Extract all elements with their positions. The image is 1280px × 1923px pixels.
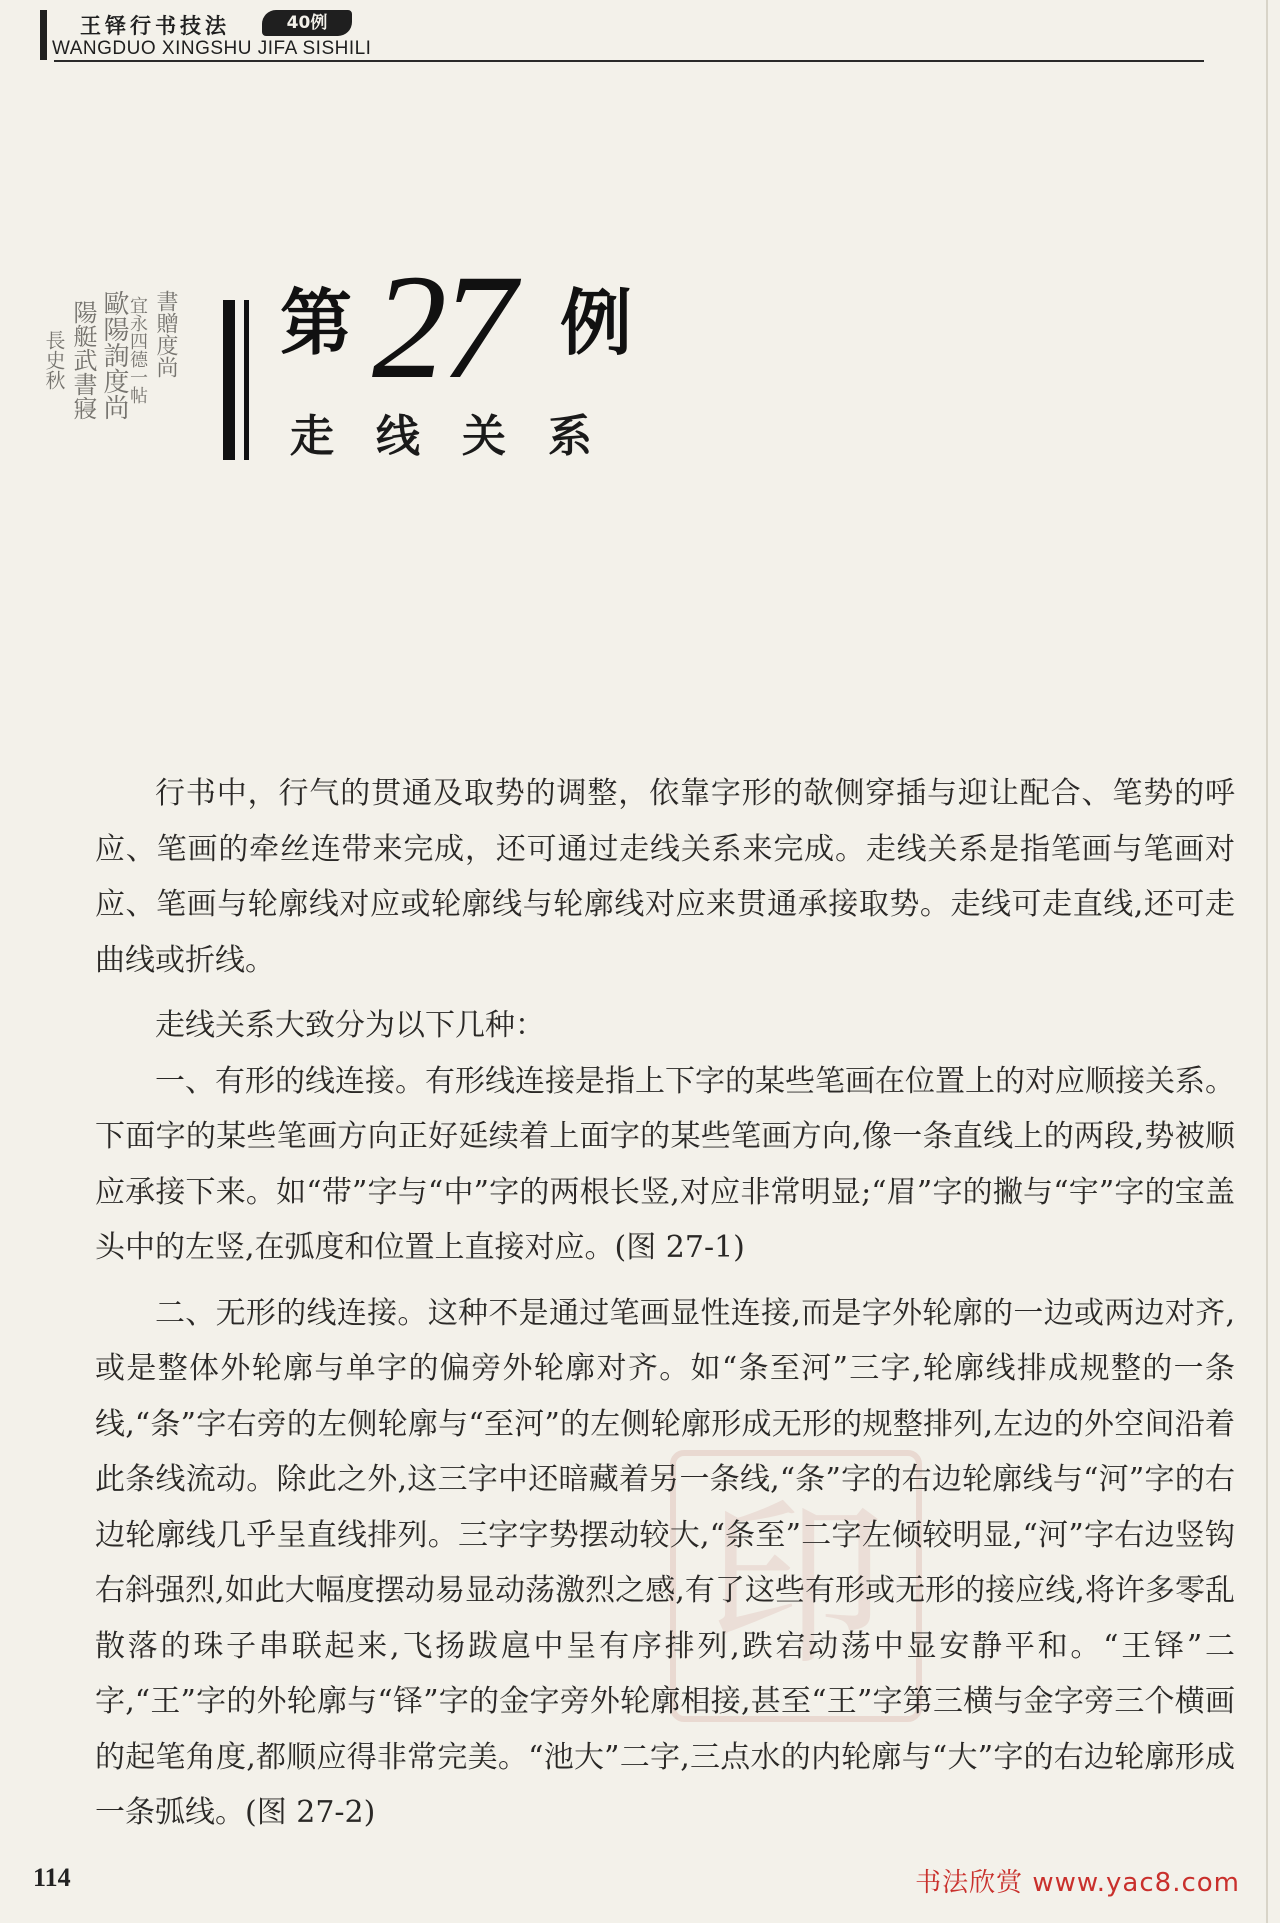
page-number: 114: [33, 1863, 71, 1892]
calligraphy-column: 歐陽詢度尚: [99, 290, 129, 420]
calligraphy-inscription: [40, 290, 190, 450]
calligraphy-column: 長史秋: [42, 330, 66, 390]
chapter-prefix: 第: [280, 281, 353, 365]
paragraph: 行书中，行气的贯通及取势的调整，依靠字形的欹侧穿插与迎让配合、笔势的呼应、笔画的牵丝连带来完成，还可通过走线关系来完成。走线关系是指笔画与笔画对应、笔画与轮廓线对应或轮廓线与轮廓线对应来贯通承接取势。走线可走直线,还可走曲线或折线。: [95, 776, 1235, 978]
chapter-bar-thin: [244, 300, 249, 460]
header-rule: [54, 60, 1204, 62]
paragraph: 一、有形的线连接。有形线连接是指上下字的某些笔画在位置上的对应顺接关系。下面字的某些笔画方向正好延续着上面字的某些笔画方向,像一条直线上的两段,势被顺应承接下来。如“带”字与“中”字的两根长竖,对应非常明显;“眉”字的撇与“宇”字的宝盖头中的左竖,在弧度和位置上直接对应。(图 27-1): [95, 1063, 1235, 1265]
chapter-title: 走线关系: [290, 411, 634, 462]
calligraphy-column: 陽艇武書寢: [69, 300, 97, 420]
paragraph: 二、无形的线连接。这种不是通过笔画显性连接,而是字外轮廓的一边或两边对齐,或是整体外轮廓与单字的偏旁外轮廓对齐。如“条至河”三字,轮廓线排成规整的一条线,“条”字右旁的左侧轮廓与“至河”的左侧轮廓形成无形的规整排列,左边的外空间沿着此条线流动。除此之外,这三字中还暗藏着另一条线,“条”字的右边轮廓线与“河”字的右边轮廓线几乎呈直线排列。三字字势摆动较大,“条至”二字左倾较明显,“河”字右边竖钩右斜强烈,如此大幅度摆动易显动荡激烈之感,有了这些有形或无形的接应线,将许多零乱散落的珠子串联起来,飞扬跋扈中呈有序排列,跌宕动荡中显安静平和。“王铎”二字,“王”字的外轮廓与“铎”字的金字旁外轮廓相接,甚至“王”字第三横与金字旁三个横画的起笔角度,都顺应得非常完美。“池大”二字,三点水的内轮廓与“大”字的右边轮廓形成一条弧线。(图 27-2): [95, 1295, 1235, 1830]
site-watermark: 书法欣赏 www.yac8.com: [915, 1868, 1240, 1898]
page-edge-line: [1266, 0, 1268, 1923]
header-bar: [40, 10, 47, 60]
paragraph: 走线关系大致分为以下几种：: [155, 1008, 545, 1043]
series-pinyin: WANGDUO XINGSHU JIFA SISHILI: [52, 38, 372, 59]
chapter-bar-thick: [223, 300, 235, 460]
chapter-number: 27: [372, 244, 510, 410]
calligraphy-column: 宜永四德一帖: [127, 296, 148, 404]
series-badge: 40例: [262, 10, 352, 36]
body-text: [95, 766, 1235, 1851]
calligraphy-column: 書贈度尚: [153, 290, 178, 378]
seal-glyph: 印: [705, 1481, 886, 1690]
series-title: 王铎行书技法: [80, 14, 230, 38]
chapter-suffix: 例: [560, 281, 633, 365]
